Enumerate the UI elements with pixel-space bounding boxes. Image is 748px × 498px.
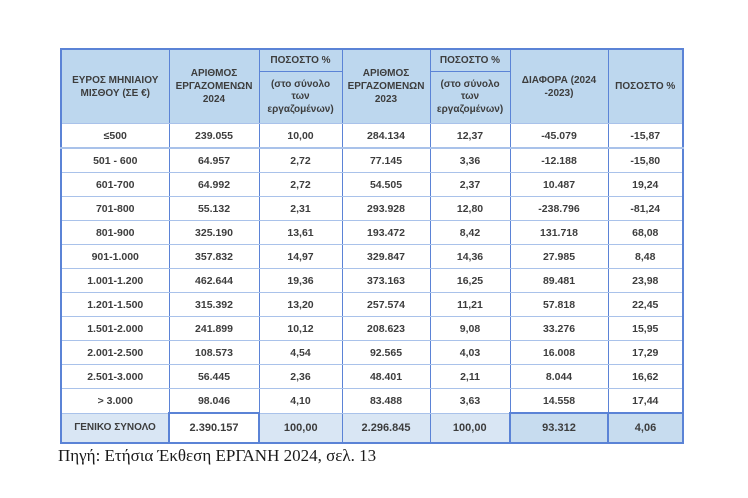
table-cell: 16,25 — [430, 269, 510, 293]
table-cell: 2,72 — [259, 173, 342, 197]
table-row — [61, 365, 683, 389]
row-label: 601-700 — [61, 173, 169, 197]
table-cell: -45.079 — [510, 124, 608, 149]
table-cell: 33.276 — [510, 317, 608, 341]
table-cell: 13,61 — [259, 221, 342, 245]
table-cell: 56.445 — [169, 365, 259, 389]
row-label: 901-1.000 — [61, 245, 169, 269]
table-cell: 2,37 — [430, 173, 510, 197]
table-cell: 2,36 — [259, 365, 342, 389]
table-cell: 17,44 — [608, 389, 683, 414]
table-cell: 208.623 — [342, 317, 430, 341]
table-cell: 14,97 — [259, 245, 342, 269]
total-percent-2024: 100,00 — [259, 413, 342, 443]
row-label: 1.201-1.500 — [61, 293, 169, 317]
table-row — [61, 197, 683, 221]
column-header-workers-2023: ΑΡΙΘΜΟΣ ΕΡΓΑΖΟΜΕΝΩΝ 2023 — [342, 49, 430, 124]
table-row — [61, 148, 683, 173]
table-cell: 10,00 — [259, 124, 342, 149]
table-row — [61, 173, 683, 197]
table-cell: 64.992 — [169, 173, 259, 197]
table-cell: 462.644 — [169, 269, 259, 293]
table-cell: 14,36 — [430, 245, 510, 269]
table-cell: 22,45 — [608, 293, 683, 317]
total-row-label: ΓΕΝΙΚΟ ΣΥΝΟΛΟ — [61, 413, 169, 443]
column-header-percent-2023 — [430, 49, 510, 124]
table-row — [61, 317, 683, 341]
table-cell: -15,87 — [608, 124, 683, 149]
row-label: 2.501-3.000 — [61, 365, 169, 389]
column-header-percent-change: ΠΟΣΟΣΤΟ % — [608, 49, 683, 124]
column-header-workers-2024: ΑΡΙΘΜΟΣ ΕΡΓΑΖΟΜΕΝΩΝ 2024 — [169, 49, 259, 124]
row-label: 1.501-2.000 — [61, 317, 169, 341]
table-cell: 10,12 — [259, 317, 342, 341]
table-cell: 12,37 — [430, 124, 510, 149]
table-cell: -238.796 — [510, 197, 608, 221]
table-cell: 241.899 — [169, 317, 259, 341]
table-cell: 16.008 — [510, 341, 608, 365]
table-cell: 11,21 — [430, 293, 510, 317]
table-cell: 89.481 — [510, 269, 608, 293]
table-cell: 23,98 — [608, 269, 683, 293]
source-note: Πηγή: Ετήσια Έκθεση ΕΡΓΑΝΗ 2024, σελ. 13 — [58, 446, 377, 465]
table-cell: -15,80 — [608, 148, 683, 173]
table-cell: 315.392 — [169, 293, 259, 317]
total-percent-change: 4,06 — [608, 413, 683, 443]
table-cell: 4,54 — [259, 341, 342, 365]
table-cell: 2,31 — [259, 197, 342, 221]
total-percent-2023: 100,00 — [430, 413, 510, 443]
table-cell: 293.928 — [342, 197, 430, 221]
table-cell: 14.558 — [510, 389, 608, 414]
table-cell: 64.957 — [169, 148, 259, 173]
table-cell: 3,36 — [430, 148, 510, 173]
table-cell: 15,95 — [608, 317, 683, 341]
total-row — [61, 413, 683, 443]
total-workers-2024: 2.390.157 — [169, 413, 259, 443]
table-cell: -12.188 — [510, 148, 608, 173]
column-header-difference: ΔΙΑΦΟΡΑ (2024 -2023) — [510, 49, 608, 124]
table-row — [61, 389, 683, 414]
table-cell: 68,08 — [608, 221, 683, 245]
table-cell: 108.573 — [169, 341, 259, 365]
row-label: 1.001-1.200 — [61, 269, 169, 293]
table-cell: 55.132 — [169, 197, 259, 221]
table-cell: 83.488 — [342, 389, 430, 414]
table-cell: 27.985 — [510, 245, 608, 269]
table-cell: 16,62 — [608, 365, 683, 389]
table-cell: 373.163 — [342, 269, 430, 293]
row-label: > 3.000 — [61, 389, 169, 414]
row-label: 801-900 — [61, 221, 169, 245]
table-cell: 19,24 — [608, 173, 683, 197]
table-cell: -81,24 — [608, 197, 683, 221]
table-cell: 8.044 — [510, 365, 608, 389]
table-cell: 10.487 — [510, 173, 608, 197]
table-cell: 77.145 — [342, 148, 430, 173]
table-row — [61, 245, 683, 269]
table-footer — [61, 413, 683, 443]
table-cell: 48.401 — [342, 365, 430, 389]
table-cell: 4,10 — [259, 389, 342, 414]
table-row — [61, 221, 683, 245]
table-cell: 19,36 — [259, 269, 342, 293]
column-header-percent-2024 — [259, 49, 342, 124]
table-cell: 92.565 — [342, 341, 430, 365]
table-cell: 13,20 — [259, 293, 342, 317]
table-cell: 54.505 — [342, 173, 430, 197]
total-difference: 93.312 — [510, 413, 608, 443]
row-label: ≤500 — [61, 124, 169, 149]
table-cell: 284.134 — [342, 124, 430, 149]
row-label: 501 - 600 — [61, 148, 169, 173]
table-cell: 8,48 — [608, 245, 683, 269]
table-cell: 325.190 — [169, 221, 259, 245]
table-cell: 8,42 — [430, 221, 510, 245]
table-cell: 2,11 — [430, 365, 510, 389]
table-row — [61, 269, 683, 293]
table-cell: 193.472 — [342, 221, 430, 245]
table-cell: 239.055 — [169, 124, 259, 149]
table-cell: 17,29 — [608, 341, 683, 365]
header-row — [61, 49, 683, 124]
table-body — [61, 124, 683, 414]
table-cell: 131.718 — [510, 221, 608, 245]
table-cell: 329.847 — [342, 245, 430, 269]
percent-header-title: ΠΟΣΟΣΤΟ % — [431, 50, 510, 72]
percent-header-subtitle: (στο σύνολο των εργαζομένων) — [436, 78, 504, 115]
table-cell: 357.832 — [169, 245, 259, 269]
table-cell: 2,72 — [259, 148, 342, 173]
table-cell: 12,80 — [430, 197, 510, 221]
total-workers-2023: 2.296.845 — [342, 413, 430, 443]
table-row — [61, 341, 683, 365]
table-cell: 3,63 — [430, 389, 510, 414]
row-label: 701-800 — [61, 197, 169, 221]
table-header — [61, 49, 683, 124]
table-row — [61, 124, 683, 149]
row-label: 2.001-2.500 — [61, 341, 169, 365]
table-cell: 257.574 — [342, 293, 430, 317]
table-cell: 57.818 — [510, 293, 608, 317]
table-cell: 4,03 — [430, 341, 510, 365]
table-cell: 9,08 — [430, 317, 510, 341]
column-header-salary-range: ΕΥΡΟΣ ΜΗΝΙΑΙΟΥ ΜΙΣΘΟΥ (ΣΕ €) — [61, 49, 169, 124]
salary-range-table — [60, 48, 684, 444]
table-row — [61, 293, 683, 317]
percent-header-subtitle: (στο σύνολο των εργαζομένων) — [267, 78, 334, 115]
percent-header-title: ΠΟΣΟΣΤΟ % — [260, 50, 342, 72]
table-cell: 98.046 — [169, 389, 259, 414]
